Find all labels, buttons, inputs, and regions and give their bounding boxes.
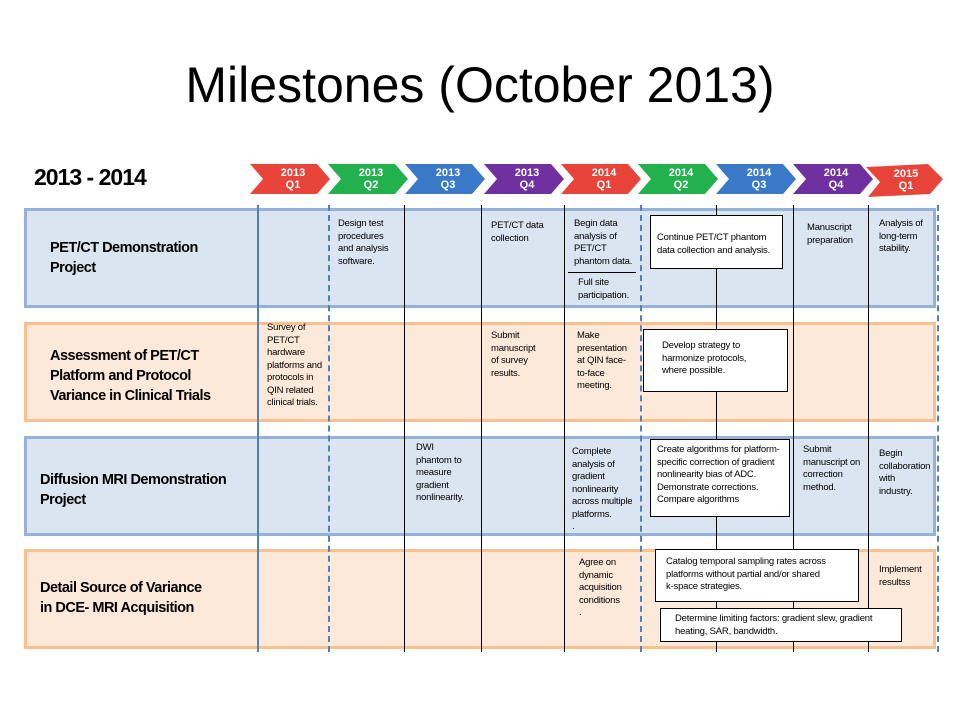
- milestone-box: Continue PET/CT phantom data collection and analysis.: [650, 215, 783, 269]
- milestone-text: Submit manuscript on correction method.: [803, 444, 861, 493]
- quarter-chevron: [793, 164, 873, 194]
- milestone-text: Design test procedures and analysis software.: [338, 218, 389, 267]
- milestone-box: Develop strategy to harmonize protocols, where possible.: [643, 329, 788, 392]
- milestone-text: Survey of PET/CT hardware platforms and protocols in QIN related clinical trials.: [267, 322, 322, 408]
- column-divider-label: [257, 205, 259, 652]
- row-label: Diffusion MRI Demonstration Project: [40, 472, 227, 508]
- row-label: Assessment of PET/CT Platform and Protocol Variance in Clinical Trials: [50, 348, 211, 404]
- milestone-text: PET/CT data collection: [491, 220, 544, 244]
- quarter-chevron: [561, 164, 641, 194]
- quarter-chevron: [328, 164, 408, 194]
- milestone-text: DWI phantom to measure gradient nonlinearity.: [416, 442, 464, 503]
- column-divider-dashed: [937, 205, 939, 652]
- quarter-label: Q4: [828, 179, 844, 191]
- quarter-label: 2013: [514, 167, 540, 179]
- milestone-text: Make presentation at QIN face- to-face meeting.: [577, 330, 627, 391]
- quarter-label: Q1: [596, 179, 612, 191]
- milestone-box: Create algorithms for platform- specific correction of gradient nonlinearity bias of ADC. Demonstrate corrections. Compare algorithms: [650, 439, 790, 517]
- page-title: Milestones (October 2013): [185, 57, 775, 113]
- quarter-chevron: [484, 164, 564, 194]
- quarter-label: Q4: [519, 179, 535, 191]
- period-label: 2013 - 2014: [34, 164, 146, 190]
- column-divider: [481, 205, 482, 652]
- milestone-text: Begin data analysis of PET/CT phantom data.: [574, 218, 633, 267]
- column-divider: [404, 205, 405, 652]
- milestone-text: Analysis of long-term stability.: [879, 218, 923, 254]
- quarter-chevron: [638, 164, 718, 194]
- quarter-label: 2014: [823, 167, 849, 179]
- quarter-label: Q1: [285, 179, 301, 191]
- quarter-label: 2013: [358, 167, 384, 179]
- column-divider: [868, 205, 869, 652]
- column-divider-dashed: [640, 205, 642, 652]
- milestone-box: Catalog temporal sampling rates across platforms without partial and/or shared k-space strategies.: [655, 549, 859, 602]
- milestone-box: Determine limiting factors: gradient slew, gradient heating, SAR, bandwidth.: [660, 608, 902, 642]
- quarter-label: Q2: [673, 179, 689, 191]
- quarter-label: Q2: [363, 179, 379, 191]
- milestone-text: Agree on dynamic acquisition conditions .: [579, 557, 622, 618]
- quarter-label: Q1: [898, 180, 914, 192]
- column-divider-dashed: [328, 205, 330, 652]
- quarter-chevron: [866, 164, 943, 197]
- milestone-text: Begin collaboration with industry.: [879, 448, 931, 497]
- milestone-text: Complete analysis of gradient nonlinearity across multiple platforms. .: [572, 446, 633, 532]
- quarter-chevron: [405, 164, 485, 194]
- milestone-text: Manuscript preparation: [807, 222, 853, 246]
- quarter-label: Q3: [751, 179, 767, 191]
- milestone-text: Implement resultss: [879, 564, 922, 588]
- quarter-label: 2014: [668, 167, 694, 179]
- row-label: Detail Source of Variance in DCE- MRI Acquisition: [40, 580, 202, 616]
- quarter-label: 2014: [591, 167, 617, 179]
- milestone-text: Submit manuscript of survey results.: [491, 330, 536, 379]
- quarter-label: 2014: [746, 167, 772, 179]
- quarter-label: 2015: [893, 168, 919, 180]
- quarter-chevron: [250, 164, 330, 194]
- quarter-label: Q3: [440, 179, 456, 191]
- quarter-chevron: [716, 164, 796, 194]
- column-divider: [564, 205, 565, 652]
- milestone-text: Full site participation.: [578, 277, 630, 301]
- row-label: PET/CT Demonstration Project: [50, 240, 198, 276]
- quarter-label: 2013: [435, 167, 461, 179]
- quarter-label: 2013: [280, 167, 306, 179]
- milestone-separator: [568, 272, 636, 273]
